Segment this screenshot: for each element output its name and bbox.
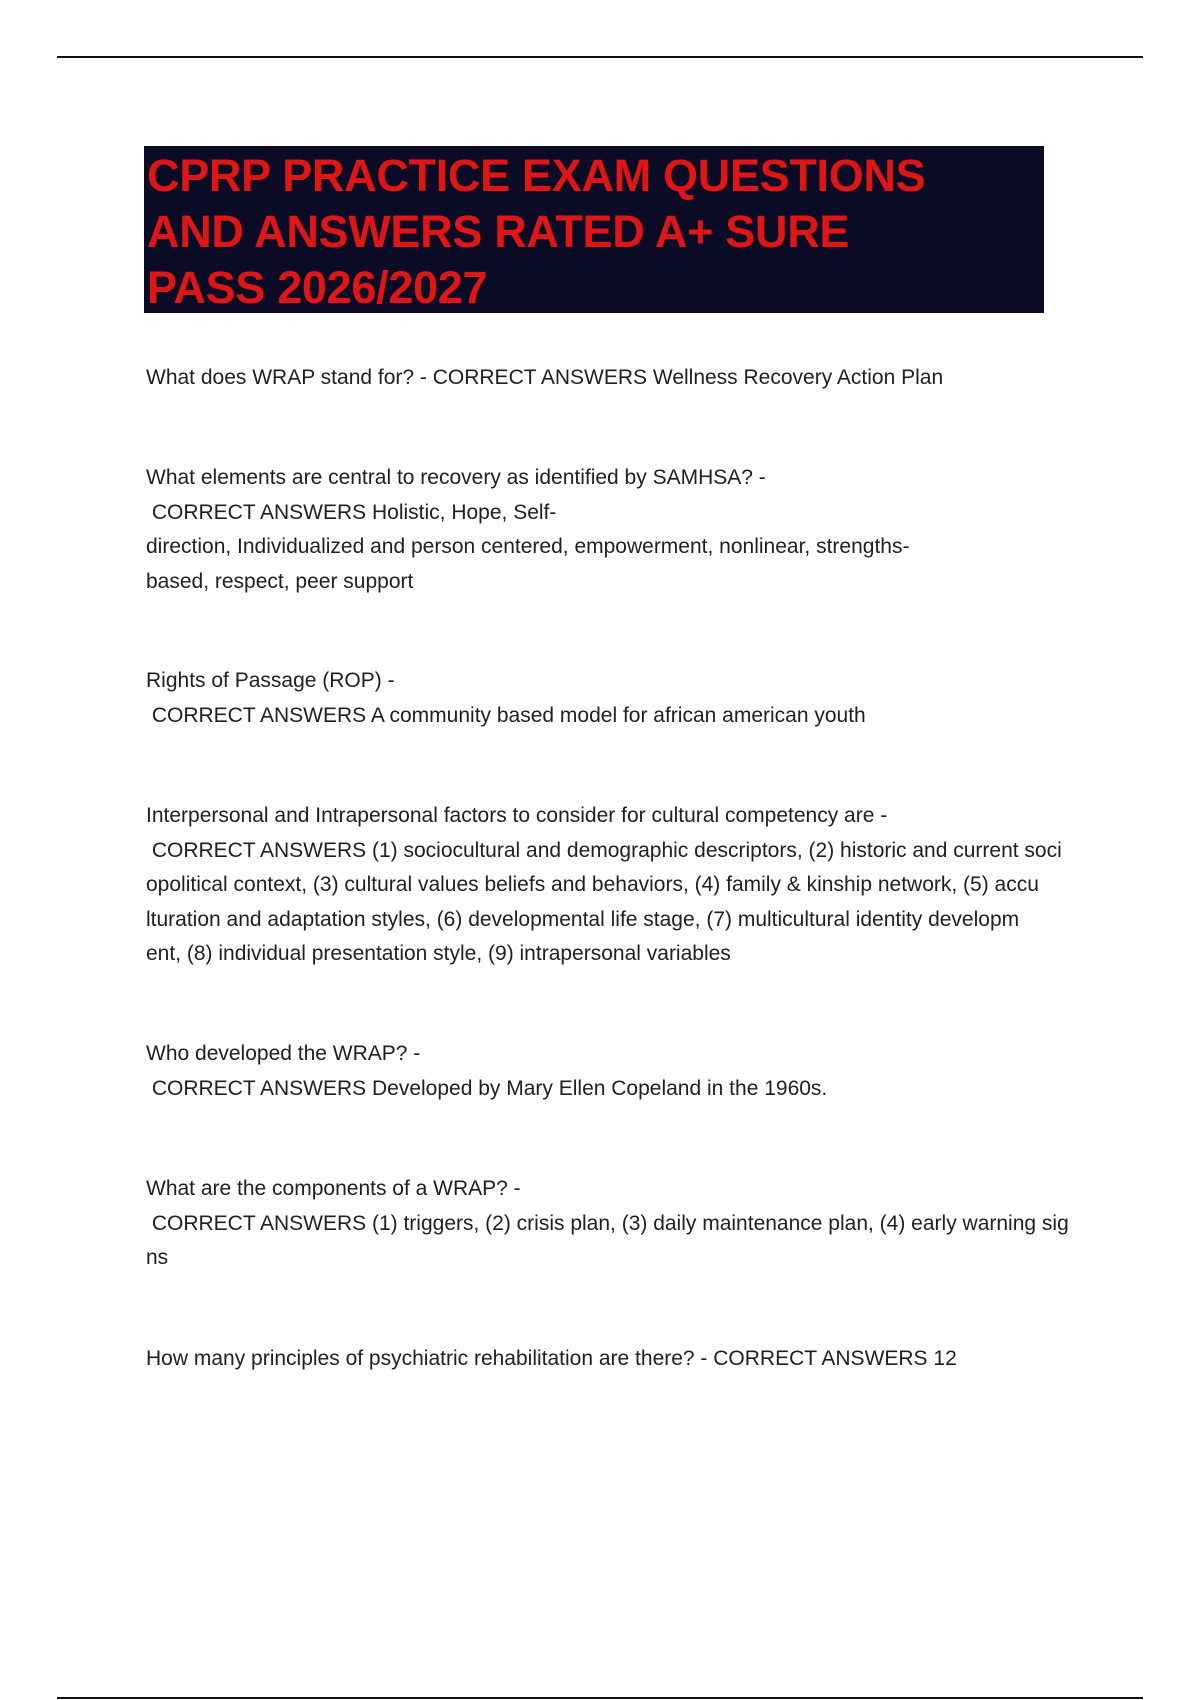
qa-item-wrap-components [146,1172,1146,1276]
qa-line: Interpersonal and Intrapersonal factors to consider for cultural competency are - [146,804,888,827]
qa-line: What are the components of a WRAP? - [146,1177,521,1200]
qa-item-cultural-competency [146,799,1146,972]
qa-line: based, respect, peer support [146,569,414,593]
qa-line: How many principles of psychiatric rehabilitation are there? - CORRECT ANSWERS 12 [146,1347,957,1370]
qa-line: ent, (8) individual presentation style, (9) intrapersonal variables [146,942,731,965]
qa-line: CORRECT ANSWERS Developed by Mary Ellen Copeland in the 1960s. [146,1076,828,1100]
qa-line: What elements are central to recovery as identified by SAMHSA? - [146,466,766,489]
top-rule [57,56,1143,58]
title-line: CPRP PRACTICE EXAM QUESTIONS [147,150,926,201]
qa-line: What does WRAP stand for? - CORRECT ANSWERS Wellness Recovery Action Plan [146,366,944,389]
qa-line: Rights of Passage (ROP) - [146,669,395,692]
title-line: AND ANSWERS RATED A+ SURE [147,206,850,257]
qa-line: opolitical context, (3) cultural values beliefs and behaviors, (4) family & kinship network, (5) accu [146,873,1039,896]
title-line: PASS 2026/2027 [147,262,488,313]
qa-item-wrap-developer [146,1037,1146,1106]
qa-item-rights-of-passage [146,664,1146,733]
qa-line: direction, Individualized and person centered, empowerment, nonlinear, strengths- [146,535,910,558]
qa-line: Who developed the WRAP? - [146,1042,421,1065]
qa-line: CORRECT ANSWERS (1) sociocultural and demographic descriptors, (2) historic and current soci [146,838,1062,862]
qa-line: CORRECT ANSWERS A community based model for african american youth [146,703,866,727]
qa-line: lturation and adaptation styles, (6) developmental life stage, (7) multicultural identity developm [146,907,1020,931]
qa-item-rehab-principles [146,1342,1146,1377]
qa-item-samhsa-elements [146,461,1146,599]
qa-item-wrap-meaning [146,361,1146,396]
title-banner [144,146,1044,313]
bottom-rule [57,1697,1143,1699]
qa-line: CORRECT ANSWERS Holistic, Hope, Self- [146,500,557,524]
document-title [147,148,1040,316]
qa-line: ns [146,1246,169,1269]
qa-line: CORRECT ANSWERS (1) triggers, (2) crisis plan, (3) daily maintenance plan, (4) early warning sig [146,1211,1069,1235]
